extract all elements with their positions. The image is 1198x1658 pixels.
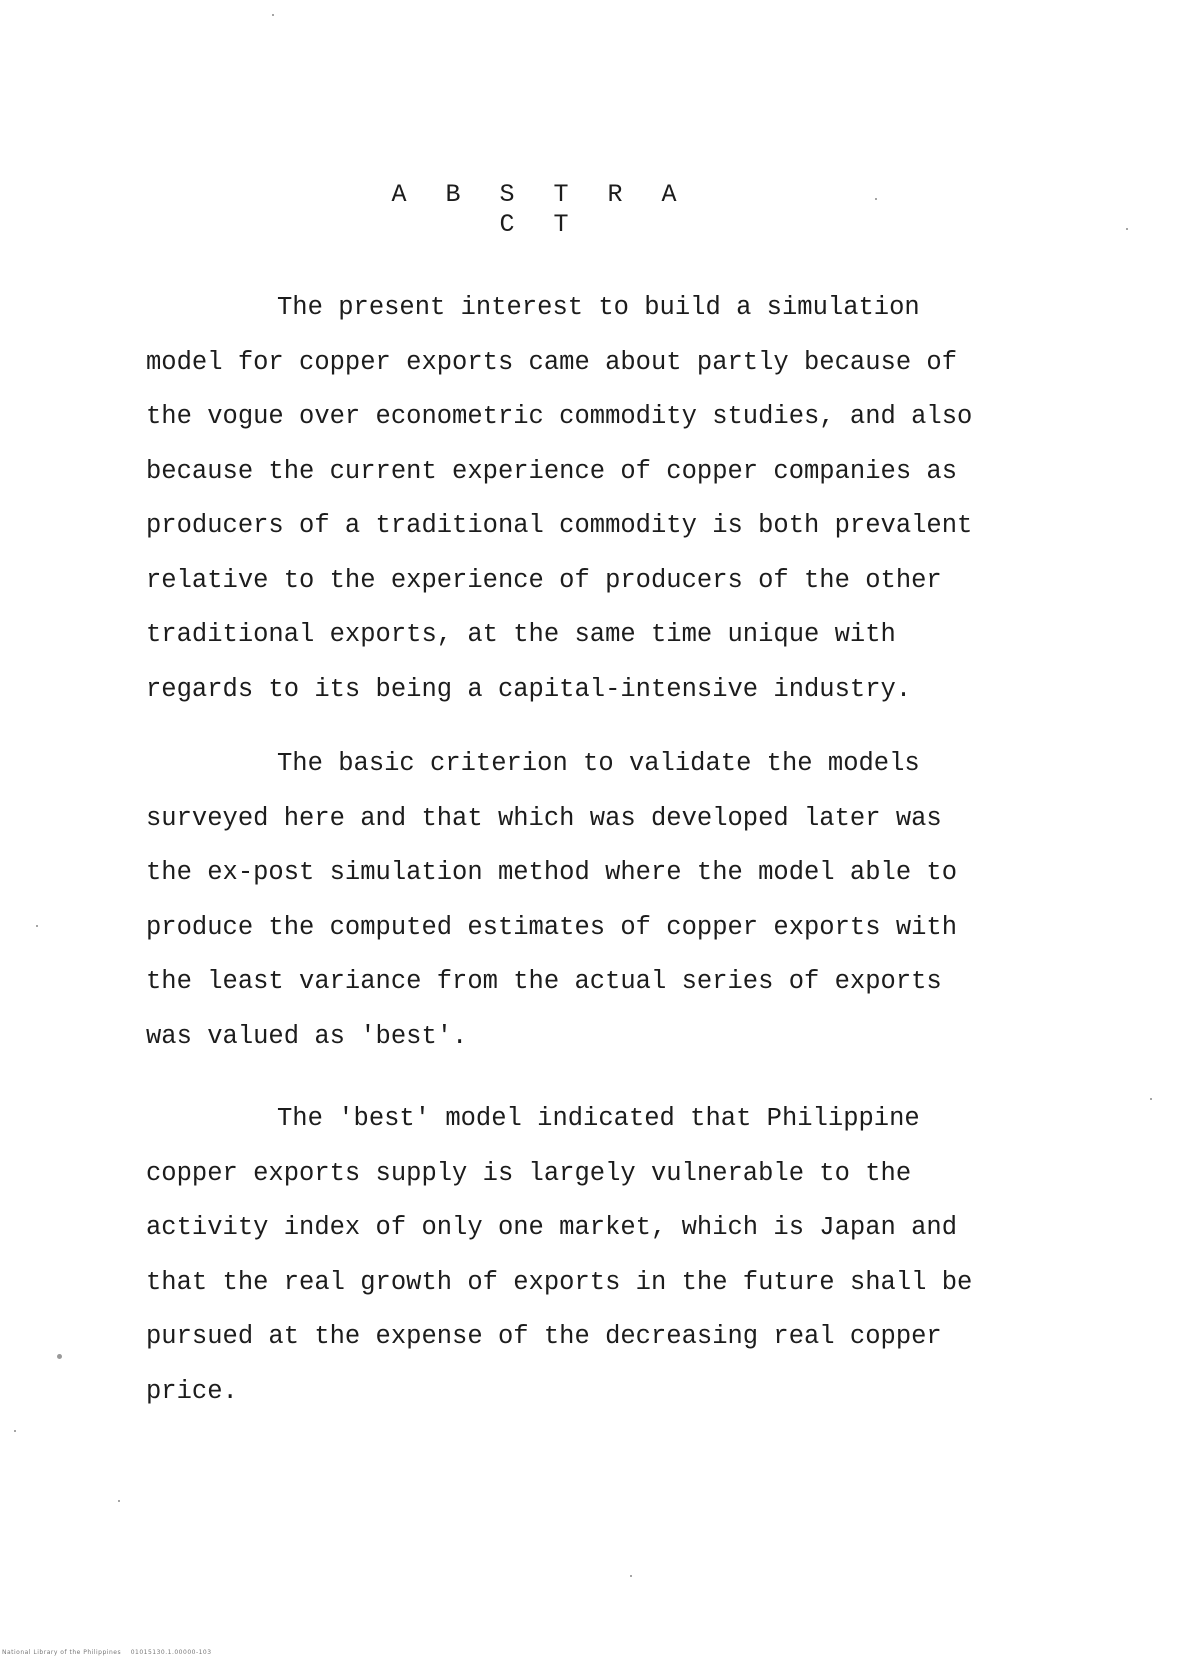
scan-speck — [1150, 1098, 1152, 1100]
scan-speck — [1126, 228, 1128, 230]
text-line: copper exports supply is largely vulnerable to the — [146, 1158, 912, 1188]
scan-speck — [36, 925, 38, 927]
text-line: pursued at the expense of the decreasing real copper — [146, 1322, 942, 1351]
scan-speck — [14, 1430, 16, 1432]
text-line: The present interest to build a simulation — [277, 293, 920, 322]
text-line: the vogue over econometric commodity studies, and also — [146, 402, 973, 431]
paragraph-2 — [146, 737, 1046, 1064]
text-line: The 'best' model indicated that Philippine — [277, 1104, 920, 1133]
abstract-title: A B S T R A C T — [391, 180, 689, 239]
text-line: The basic criterion to validate the models — [277, 749, 920, 778]
text-line: the ex-post simulation method where the model able to — [146, 858, 958, 887]
scan-speck — [272, 14, 274, 16]
text-line: activity index of only one market, which is Japan and — [146, 1213, 958, 1242]
text-line: was valued as 'best'. — [146, 1021, 468, 1051]
text-line: surveyed here and that which was developed later was — [146, 803, 942, 833]
scan-speck — [875, 198, 877, 200]
text-line: price. — [146, 1376, 238, 1406]
text-line: relative to the experience of producers of the other — [146, 565, 942, 595]
scan-speck — [57, 1354, 62, 1359]
text-line: that the real growth of exports in the future shall be — [146, 1267, 973, 1297]
scan-footer: National Library of the Philippines 01015130.1.00000-103 — [2, 1649, 212, 1656]
text-line: because the current experience of copper companies as — [146, 456, 958, 486]
text-line: producers of a traditional commodity is both prevalent — [146, 511, 973, 540]
paragraph-3 — [146, 1092, 1046, 1419]
paragraph-1 — [146, 281, 1046, 717]
scan-speck — [630, 1575, 632, 1577]
text-line: model for copper exports came about partly because of — [146, 347, 958, 377]
text-line: traditional exports, at the same time unique with — [146, 620, 896, 649]
text-line: the least variance from the actual series of exports — [146, 967, 942, 996]
scan-speck — [118, 1500, 120, 1502]
text-line: regards to its being a capital-intensive industry. — [146, 674, 912, 704]
text-line: produce the computed estimates of copper exports with — [146, 912, 958, 942]
